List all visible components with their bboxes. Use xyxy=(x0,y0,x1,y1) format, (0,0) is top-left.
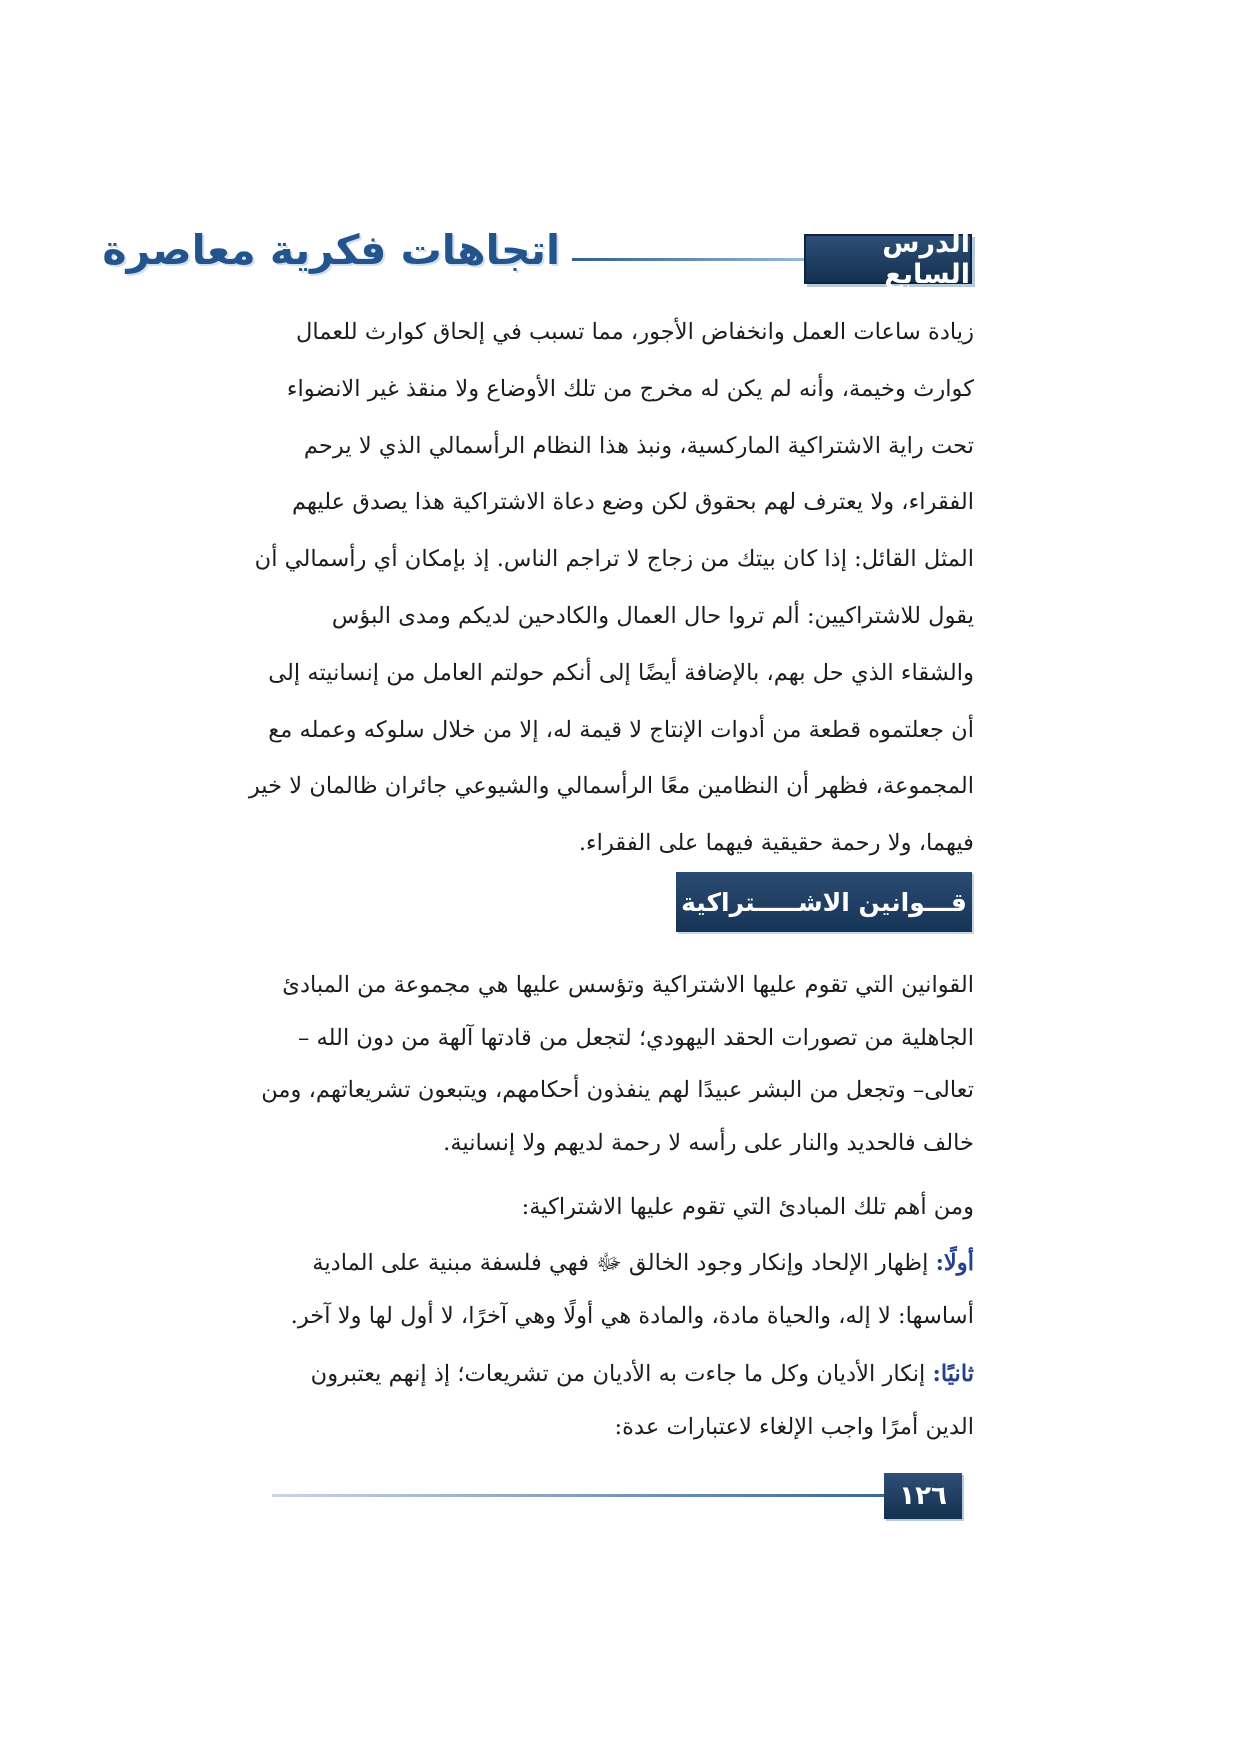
section-heading xyxy=(676,872,972,932)
text-line: أن جعلتموه قطعة من أدوات الإنتاج لا قيمة له، إلا من خلال سلوكه وعمله مع xyxy=(268,716,974,743)
text-line: ومن أهم تلك المبادئ التي تقوم عليها الاشتراكية: xyxy=(521,1194,974,1220)
point-1 xyxy=(268,1237,974,1342)
text-line: أساسها: لا إله، والحياة مادة، والمادة هي أولًا وهي آخرًا، لا أول لها ولا آخر. xyxy=(290,1302,974,1329)
text-line xyxy=(268,1348,974,1401)
point-1-text: إظهار الإلحاد وإنكار وجود الخالق ﷻ فهي فلسفة مبنية على المادية xyxy=(312,1250,929,1276)
paragraph-2 xyxy=(261,959,974,1169)
paragraph-3 xyxy=(268,1179,974,1236)
text-line: كوارث وخيمة، وأنه لم يكن له مخرج من تلك الأوضاع ولا منقذ غير الانضواء xyxy=(286,375,974,402)
text-line: القوانين التي تقوم عليها الاشتراكية وتؤسس عليها هي مجموعة من المبادئ xyxy=(282,972,974,998)
page-header xyxy=(102,226,972,290)
lesson-badge xyxy=(804,228,972,290)
text-line: فيهما، ولا رحمة حقيقية فيهما على الفقراء. xyxy=(578,830,974,857)
page-number-badge xyxy=(884,1473,962,1519)
point-1-lead: أولًا: xyxy=(935,1250,974,1276)
page-number: ١٢٦ xyxy=(899,1481,947,1511)
paragraph-1 xyxy=(248,304,974,872)
text-line xyxy=(268,1237,974,1290)
text-line: خالف فالحديد والنار على رأسه لا رحمة لديهم ولا إنسانية. xyxy=(443,1129,974,1156)
text-line: المجموعة، فظهر أن النظامين معًا الرأسمالي والشيوعي جائران ظالمان لا خير xyxy=(248,773,974,800)
text-line: تحت راية الاشتراكية الماركسية، ونبذ هذا النظام الرأسمالي الذي لا يرحم xyxy=(303,432,974,459)
text-line: يقول للاشتراكيين: ألم تروا حال العمال والكادحين لديكم ومدى البؤس xyxy=(331,602,974,629)
text-line: المثل القائل: إذا كان بيتك من زجاج لا تراجم الناس. إذ بإمكان أي رأسمالي أن xyxy=(254,546,974,573)
footer-divider xyxy=(272,1494,894,1497)
text-line: زيادة ساعات العمل وانخفاض الأجور، مما تسبب في إلحاق كوارث للعمال xyxy=(296,319,974,345)
text-line: الدين أمرًا واجب الإلغاء لاعتبارات عدة: xyxy=(614,1413,974,1440)
text-line: الجاهلية من تصورات الحقد اليهودي؛ لتجعل من قادتها آلهة من دون الله – xyxy=(297,1024,974,1051)
text-line: الفقراء، ولا يعترف لهم بحقوق لكن وضع دعاة الاشتراكية هذا يصدق عليهم xyxy=(291,489,974,516)
point-2 xyxy=(268,1348,974,1453)
lesson-label: الدرس السابع xyxy=(882,228,970,290)
point-2-lead: ثانيًا: xyxy=(932,1361,974,1387)
book-title: اتجاهات فكرية معاصرة xyxy=(102,226,560,274)
header-divider xyxy=(572,258,804,261)
text-line: والشقاء الذي حل بهم، بالإضافة أيضًا إلى أنكم حولتم العامل من إنسانيته إلى xyxy=(268,659,974,686)
section-heading-label: قـــوانين الاشـــــتراكية xyxy=(681,887,967,917)
text-line: تعالى– وتجعل من البشر عبيدًا لهم ينفذون أحكامهم، ويتبعون تشريعاتهم، ومن xyxy=(261,1077,974,1103)
point-2-text: إنكار الأديان وكل ما جاءت به الأديان من تشريعات؛ إذ إنهم يعتبرون xyxy=(310,1361,926,1387)
